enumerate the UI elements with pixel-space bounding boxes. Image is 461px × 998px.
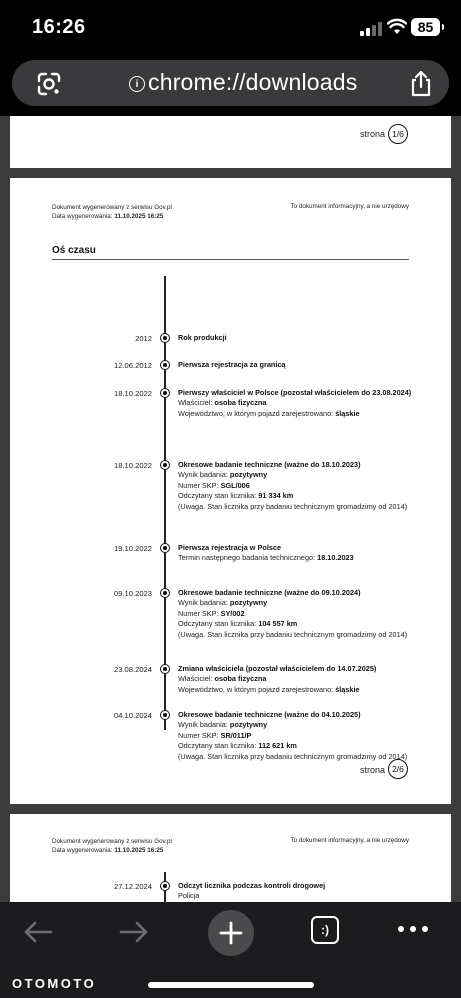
new-tab-button[interactable]: [208, 910, 254, 956]
line-label: Odczytany stan licznika:: [178, 619, 259, 629]
share-icon[interactable]: [408, 70, 434, 98]
timeline-entry-content: [178, 664, 413, 695]
timeline-entry-content: [178, 588, 413, 640]
google-lens-icon[interactable]: [36, 71, 62, 97]
generated-by-text: Dokument wygenerowany z serwisu Gov.pl: [52, 204, 172, 211]
line-value: SGL/006: [220, 480, 250, 490]
line-value: pozytywny: [229, 720, 268, 730]
pdf-page-3: [10, 814, 451, 902]
timeline-entry-content: [178, 460, 413, 512]
informational-note: To dokument informacyjny, a nie urzędowy: [290, 203, 409, 210]
page-label: strona: [360, 129, 386, 139]
cellular-signal-icon: [360, 22, 382, 36]
line-label: Województwo, w którym pojazd zarejestrowano:: [178, 408, 336, 418]
tab-switcher-button[interactable]: :): [311, 916, 339, 944]
timeline-date: 18.10.2022: [113, 389, 152, 398]
back-arrow-icon[interactable]: [22, 918, 54, 946]
forward-arrow-icon[interactable]: [118, 918, 150, 946]
line-label: Numer SKP:: [178, 480, 221, 490]
address-bar[interactable]: [12, 60, 449, 106]
timeline-entry-line: [178, 630, 413, 640]
timeline-entry-line: [178, 731, 413, 741]
timeline-date: 09.10.2023: [113, 589, 152, 598]
document-header-info: [52, 837, 172, 855]
timeline-entry-content: [178, 543, 413, 564]
line-value: śląskie: [335, 684, 360, 694]
timeline-date: 12.06.2012: [113, 361, 152, 370]
timeline-entry-title: Okresowe badanie techniczne (ważne do 09.10.2024): [178, 588, 361, 597]
line-label: Odczytany stan licznika:: [178, 491, 259, 501]
generated-date: Data wygenerowania: 11.10.2025 16:25: [52, 847, 164, 854]
timeline-dot: [160, 388, 170, 398]
line-value: osoba fizyczna: [214, 674, 267, 684]
line-label: Odczytany stan licznika:: [178, 741, 259, 751]
line-label: Numer SKP:: [178, 730, 221, 740]
timeline-entry-line: [178, 674, 413, 684]
timeline-dot: [160, 664, 170, 674]
timeline-entry-line: Policja: [178, 891, 200, 901]
timeline-dot: [160, 588, 170, 598]
timeline-entry-line: [178, 409, 413, 419]
line-value: 112 621 km: [258, 741, 297, 751]
timeline-dot: [160, 710, 170, 720]
line-value: 104 557 km: [258, 619, 298, 629]
timeline-date: 19.10.2022: [113, 544, 152, 553]
line-value: pozytywny: [229, 470, 268, 480]
url-text[interactable]: chrome://downloads: [148, 69, 358, 95]
line-value: pozytywny: [229, 598, 268, 608]
line-value: 91 334 km: [258, 491, 294, 501]
page-label: strona: [360, 765, 386, 775]
line-label: Właściciel:: [178, 398, 215, 408]
timeline-entry-line: [178, 609, 413, 619]
timeline-entry-title: Pierwsza rejestracja za granicą: [178, 360, 286, 369]
timeline-entry-content: [178, 360, 413, 370]
pdf-viewer[interactable]: [0, 116, 461, 902]
line-label: Właściciel:: [178, 674, 215, 684]
status-time: 16:26: [32, 16, 86, 38]
status-bar: [0, 0, 461, 58]
timeline-entry-line: [178, 598, 413, 608]
line-label: Numer SKP:: [178, 608, 221, 618]
timeline-entry-line: [178, 470, 413, 480]
timeline-dot: [160, 543, 170, 553]
timeline-entry-line: [178, 481, 413, 491]
timeline-entry-line: [178, 685, 413, 695]
line-value: osoba fizyczna: [214, 398, 267, 408]
line-value: SY/002: [220, 608, 245, 618]
pdf-page-2: [10, 178, 451, 804]
line-value: śląskie: [335, 408, 360, 418]
pdf-page-1: [10, 116, 451, 168]
line-label: Termin następnego badania technicznego:: [178, 553, 318, 563]
battery-level: 85: [417, 19, 434, 35]
info-icon[interactable]: i: [129, 76, 145, 92]
timeline-entry-content: [178, 881, 413, 902]
timeline-date: 2012: [135, 334, 152, 343]
timeline-entry-content: [178, 710, 413, 762]
timeline-dot: [160, 881, 170, 891]
timeline-dot: [160, 333, 170, 343]
line-label: Województwo, w którym pojazd zarejestrowano:: [178, 684, 336, 694]
timeline-date: 04.10.2024: [113, 711, 152, 720]
generated-date: Data wygenerowania: 11.10.2025 16:25: [52, 213, 164, 220]
home-indicator[interactable]: [148, 982, 314, 988]
timeline-date: 18.10.2022: [113, 461, 152, 470]
line-label: (Uwaga. Stan licznika przy badaniu technicznym gromadzimy od 2014): [178, 751, 408, 761]
line-label: (Uwaga. Stan licznika przy badaniu technicznym gromadzimy od 2014): [178, 629, 408, 639]
line-label: Wynik badania:: [178, 598, 230, 608]
timeline-entry-content: [178, 388, 413, 419]
timeline-entry-line: [178, 720, 413, 730]
timeline-date: 27.12.2024: [113, 882, 152, 891]
line-label: (Uwaga. Stan licznika przy badaniu technicznym gromadzimy od 2014): [178, 501, 408, 511]
line-label: Wynik badania:: [178, 470, 230, 480]
timeline-entry-line: [178, 553, 413, 563]
plus-icon: [219, 921, 243, 945]
battery-indicator: [411, 18, 440, 36]
watermark-logo: OTOMOTO: [12, 976, 97, 991]
timeline-dot: [160, 360, 170, 370]
informational-note: To dokument informacyjny, a nie urzędowy: [290, 837, 409, 844]
timeline-entry-line: [178, 491, 413, 501]
page-number-badge: 1/6: [388, 124, 408, 144]
timeline-entry-title: Okresowe badanie techniczne (ważne do 18.10.2023): [178, 460, 361, 469]
document-header-info: [52, 203, 172, 221]
timeline-entry-title: Pierwszy właściciel w Polsce (pozostał właścicielem do 23.08.2024): [178, 388, 412, 397]
wifi-icon: [387, 18, 407, 36]
generated-by-text: Dokument wygenerowany z serwisu Gov.pl: [52, 838, 172, 845]
timeline-entry-line: [178, 619, 413, 629]
more-menu-icon[interactable]: [398, 926, 428, 932]
timeline-dot: [160, 460, 170, 470]
timeline-entry-title: Odczyt licznika podczas kontroli drogowej: [178, 881, 326, 890]
section-title: Oś czasu: [52, 245, 96, 256]
timeline-entry-line: [178, 741, 413, 751]
timeline-entry-content: [178, 333, 413, 343]
section-divider: [52, 259, 409, 260]
timeline-entry-line: [178, 502, 413, 512]
page-number-badge: 2/6: [388, 759, 408, 779]
line-label: Wynik badania:: [178, 720, 230, 730]
timeline-entry-title: Rok produkcji: [178, 333, 227, 342]
timeline-date: 23.08.2024: [113, 665, 152, 674]
timeline-entry-line: [178, 398, 413, 408]
timeline-entry-line: [178, 752, 413, 762]
timeline-entry-title: Okresowe badanie techniczne (ważne do 04.10.2025): [178, 710, 361, 719]
line-value: SR/011/P: [220, 730, 252, 740]
timeline-axis: [164, 276, 166, 730]
timeline-entry-title: Pierwsza rejestracja w Polsce: [178, 543, 282, 552]
line-value: 18.10.2023: [317, 553, 354, 563]
timeline-entry-title: Zmiana właściciela (pozostał właścicielem do 14.07.2025): [178, 664, 377, 673]
